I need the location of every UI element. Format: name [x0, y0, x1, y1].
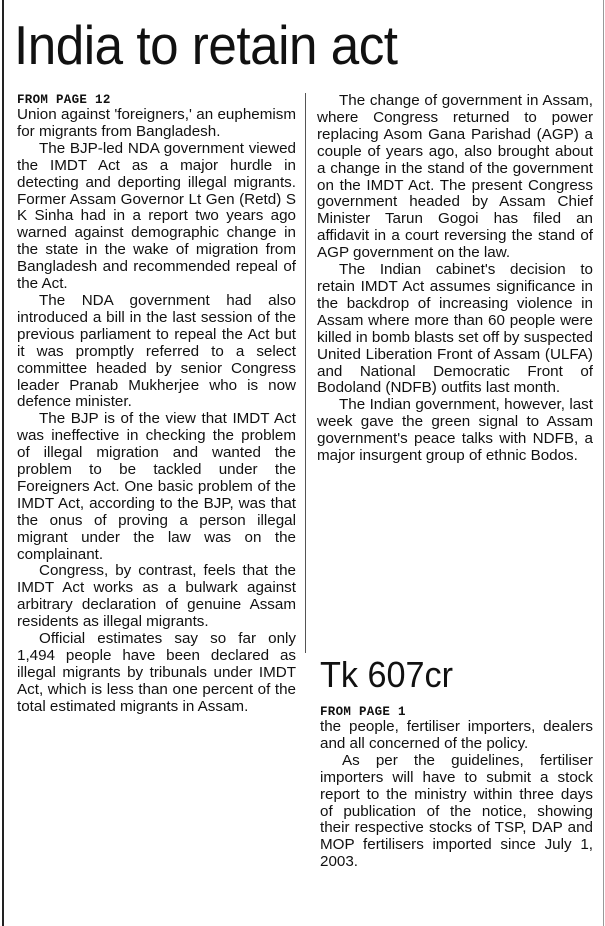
article-paragraph: Congress, by contrast, feels that the IMDT Act works as a bulwark against arbitrary declaration of genuine Assam residents as illegal migrants. [17, 562, 296, 631]
article-paragraph: The BJP is of the view that IMDT Act was ineffective in checking the problem of illegal migration and wanted the problem to be tackled under the Foreigners Act. One basic problem of the IMDT Act, according to the BJP, was that the onus of proving a person illegal migrant under the law was on the complainant. [17, 410, 296, 563]
article-paragraph: The NDA government had also introduced a bill in the last session of the previous parliament to repeal the Act but it was promptly referred to a select committee headed by senior Congress leader Pranab Mukherjee who is now defence minister. [17, 291, 296, 411]
article-paragraph: The change of government in Assam, where Congress returned to power replacing Asom Gana Parishad (AGP) a couple of years ago, also brought about a change in the stand of the government on the IMDT Act. The present Congress government headed by Assam Chief Minister Tarun Gogoi has filed an affidavit in a court reversing the stand of AGP government on the law. [317, 92, 593, 262]
article-paragraph: the people, fertiliser importers, dealers and all concerned of the policy. [320, 718, 593, 752]
article-paragraph: The BJP-led NDA government viewed the IMDT Act as a major hurdle in detecting and deporting illegal migrants. Former Assam Governor Lt Gen (Retd) S K Sinha had in a report two years ago warned against demographic change in the state in the wake of migration from Bangladesh and recommended repeal of the Act. [17, 139, 296, 293]
second-story-body [320, 705, 593, 871]
column-divider [305, 93, 306, 653]
article-paragraph: Union against 'foreigners,' an euphemism for migrants from Bangladesh. [17, 106, 296, 140]
right-column [317, 93, 593, 465]
article-paragraph: The Indian cabinet's decision to retain IMDT Act assumes significance in the backdrop of increasing violence in Assam where more than 60 people were killed in bomb blasts set off by suspected United Liberation Front of Assam (ULFA) and National Democratic Front of Bodoland (NDFB) outfits last month. [317, 261, 593, 397]
page-border-left [2, 0, 4, 926]
article-paragraph: Official estimates say so far only 1,494 people have been declared as illegal migrants by tribunals under IMDT Act, which is less than one percent of the total estimated migrants in Assam. [17, 630, 296, 715]
main-headline: India to retain act [14, 14, 398, 76]
page-border-right [603, 0, 604, 926]
second-story-headline: Tk 607cr [320, 654, 454, 695]
from-page-label: FROM PAGE 12 [17, 93, 111, 107]
from-page-label: FROM PAGE 1 [320, 705, 406, 719]
article-paragraph: As per the guidelines, fertiliser importers will have to submit a stock report to the ministry within three days of publication of the notice, showing their respective stocks of TSP, DAP and MOP fertilisers imported since July 1, 2003. [320, 751, 593, 871]
article-paragraph: The Indian government, however, last week gave the green signal to Assam government's peace talks with NDFB, a major insurgent group of ethnic Bodos. [317, 396, 593, 465]
left-column [17, 93, 296, 716]
